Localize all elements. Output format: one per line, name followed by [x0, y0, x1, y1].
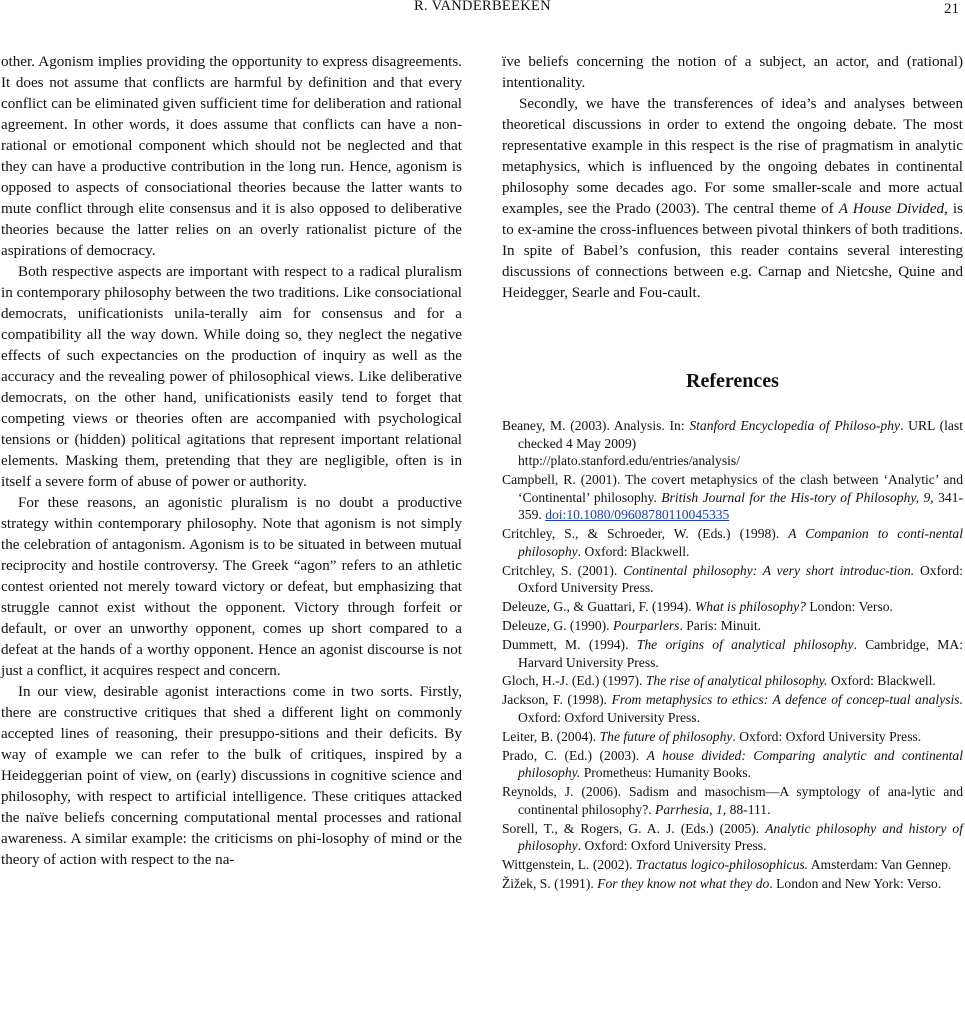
- reference-item: [502, 562, 963, 597]
- reference-item: [502, 471, 963, 524]
- reference-text: Dummett, M. (1994).: [502, 636, 637, 652]
- body-paragraph: For these reasons, an agonistic pluralism is no doubt a productive strategy within contemporary philosophy. Note that agonism is not simply the celebration of antagonism. Agonism is to be situated in between mutual reciprocity and hostile controversy. The Greek “agon” refers to an athletic contest oriented not merely toward victory or defeat, but emphasizing that struggle cannot exist without the opponent. Victory through forfeit or default, or over an unworthy opponent, comes up short compared to a defeat at the hands of a worthy opponent. Hence an agonist discourse is not just a conflict, it acquires respect and concern.: [1, 495, 462, 679]
- reference-item: [502, 747, 963, 782]
- reference-text: Jackson, F. (1998).: [502, 692, 612, 708]
- reference-text: Critchley, S. (2001).: [502, 562, 624, 578]
- reference-item: [502, 617, 963, 635]
- reference-text: Prometheus: Humanity Books.: [580, 765, 751, 781]
- reference-title: From metaphysics to ethics: A defence of concep-tual analysis.: [611, 692, 963, 708]
- book-title: A House Divided: [838, 201, 945, 217]
- reference-item: [502, 728, 963, 746]
- reference-text: Campbell, R. (2001). The covert metaphysics of the clash between ‘Analytic’ and ‘Continental’ philosophy.: [502, 472, 963, 505]
- paragraph-text: Secondly, we have the transferences of idea’s and analyses between theoretical discussions in order to extend the ongoing debate. The most representative example in this respect is the rise of pragmatism in analytic metaphysics, which is influenced by the ongoing debates in continental philosophy some decades ago. For some smaller-scale and more actual examples, see the Prado (2003). The central theme of: [502, 96, 963, 217]
- reference-text: . Oxford: Oxford University Press.: [577, 838, 767, 854]
- reference-text: 88-111.: [726, 801, 771, 817]
- reference-item: [502, 820, 963, 855]
- reference-text: London: Verso.: [805, 599, 893, 615]
- reference-text: Deleuze, G. (1990).: [502, 618, 613, 634]
- reference-item: [502, 525, 963, 560]
- reference-text: Sorell, T., & Rogers, G. A. J. (Eds.) (2005).: [502, 820, 766, 836]
- reference-title: Parrhesia, 1,: [655, 801, 727, 817]
- left-column: [1, 52, 462, 871]
- body-paragraph: other. Agonism implies providing the opportunity to express disagreements. It does not assume that conflicts are harmful by definition and that every conflict can be eliminated given sufficient time for deliberation and rational agreement. In other words, it does assume that conflicts can have a non-rational or emotional component which should not be neglected and that they can have a productive contribution in the long run. Hence, agonism is opposed to aspects of consociational theories because the latter wants to mute conflict through elite consensus and it is also opposed to deliberative theories because the latter relies on an overly rationalist picture of the aspirations of democracy.: [1, 54, 462, 259]
- reference-list: [502, 417, 963, 894]
- reference-title: Continental philosophy: A very short introduc-tion.: [623, 562, 915, 578]
- reference-text: . URL (last checked 4 May 2009): [518, 418, 963, 451]
- reference-text: Oxford: Oxford University Press.: [518, 562, 963, 596]
- reference-text: Beaney, M. (2003). Analysis. In:: [502, 418, 690, 433]
- reference-text: . Oxford: Blackwell.: [577, 543, 690, 559]
- reference-title: Stanford Encyclopedia of Philoso-phy: [689, 418, 901, 433]
- reference-text: Wittgenstein, L. (2002).: [502, 857, 636, 873]
- reference-text: Reynolds, J. (2006). Sadism and masochism—A symptology of ana-lytic and continental philosophy?.: [502, 784, 963, 817]
- reference-text: Amsterdam: Van Gennep.: [808, 857, 952, 873]
- reference-item: [502, 598, 963, 616]
- reference-text: . London and New York: Verso.: [769, 876, 942, 891]
- reference-item: [502, 636, 963, 671]
- references-heading: References: [686, 370, 779, 392]
- body-paragraph: In our view, desirable agonist interactions come in two sorts. Firstly, there are constructive critiques that shed a different light on commonly accepted lines of reasoning, their presuppo-sitions and their deficits. By way of example we can refer to the bulk of critiques, inspired by a Heideggerian point of view, on (early) discussions in cognitive science and philosophy, with respect to artificial intelligence. These critiques attacked the naïve beliefs concerning computational mental processes and rational awareness. A similar example: the criticisms on phi-losophy of mind or the theory of action with respect to the na-: [1, 684, 462, 868]
- reference-item: [502, 783, 963, 818]
- body-paragraph: Both respective aspects are important with respect to a radical pluralism in contemporary philosophy between the two traditions. Like consociational democrats, unificationists unila-terally aim for consensus and for a compatibility all the way down. While doing so, they neglect the negative effects of such expectancies on the production of inquiry as well as the accuracy and the revealing power of philosophical views. Like deliberative democrats, on the other hand, unificationists easily tend to forget that competing views or theories often are accompanied with psychological tensions or (hidden) political agitations that represent important relational elements. Masking them, pretending that they are negligible, often is in itself a severe form of abuse of power or authority.: [1, 264, 462, 490]
- reference-item: [502, 417, 963, 470]
- paragraph-text: , is to ex-amine the cross-influences between pivotal thinkers of both traditions. In spite of Babel’s confusion, this reader contains several interesting discussions of connections between e.g. Carnap and Nietcshe, Quine and Heidegger, Searle and Fou-cault.: [502, 201, 963, 301]
- reference-text: Critchley, S., & Schroeder, W. (Eds.) (1998).: [502, 526, 789, 542]
- reference-text: Leiter, B. (2004).: [502, 728, 600, 744]
- reference-title: The future of philosophy: [599, 728, 733, 744]
- right-column: [502, 52, 963, 304]
- body-paragraph: ïve beliefs concerning the notion of a subject, an actor, and (rational) intentionality.: [502, 54, 963, 91]
- reference-text: Žižek, S. (1991).: [502, 876, 598, 891]
- reference-text: Oxford: Oxford University Press.: [518, 709, 700, 725]
- reference-title: British Journal for the His-tory of Philosophy, 9,: [661, 489, 934, 505]
- reference-title: A house divided: Comparing analytic and continental philosophy.: [518, 747, 963, 781]
- reference-text: 341-359.: [518, 489, 963, 523]
- reference-text: Gloch, H.-J. (Ed.) (1997).: [502, 673, 646, 689]
- doi-link[interactable]: doi:10.1080/09608780110045335: [545, 507, 730, 523]
- reference-title: For they know not what they do: [597, 876, 770, 891]
- reference-title: Analytic philosophy and history of philosophy: [518, 820, 963, 854]
- running-head: R. VANDERBEEKEN: [414, 0, 551, 14]
- reference-text: Deleuze, G., & Guattari, F. (1994).: [502, 599, 695, 615]
- reference-item: [502, 691, 963, 726]
- reference-title: The origins of analytical philosophy: [636, 636, 854, 652]
- reference-item: [502, 672, 963, 690]
- reference-title: The rise of analytical philosophy.: [645, 673, 828, 689]
- reference-title: What is philosophy?: [694, 599, 806, 615]
- reference-text: . Paris: Minuit.: [679, 618, 762, 634]
- reference-text: . Oxford: Oxford University Press.: [732, 728, 922, 744]
- reference-url: http://plato.stanford.edu/entries/analysis/: [518, 453, 740, 469]
- reference-text: . Cambridge, MA: Harvard University Press.: [518, 636, 963, 670]
- page-number: 21: [944, 1, 959, 17]
- page-header: [0, 0, 965, 22]
- reference-item: [502, 856, 963, 874]
- reference-title: A Companion to conti-nental philosophy: [518, 526, 963, 559]
- body-paragraph: [502, 94, 963, 304]
- reference-text: Prado, C. (Ed.) (2003).: [502, 747, 647, 763]
- reference-title: Tractatus logico-philosophicus.: [635, 857, 809, 873]
- reference-title: Pourparlers: [612, 618, 680, 634]
- reference-text: Oxford: Blackwell.: [827, 673, 936, 689]
- reference-item: [502, 875, 963, 893]
